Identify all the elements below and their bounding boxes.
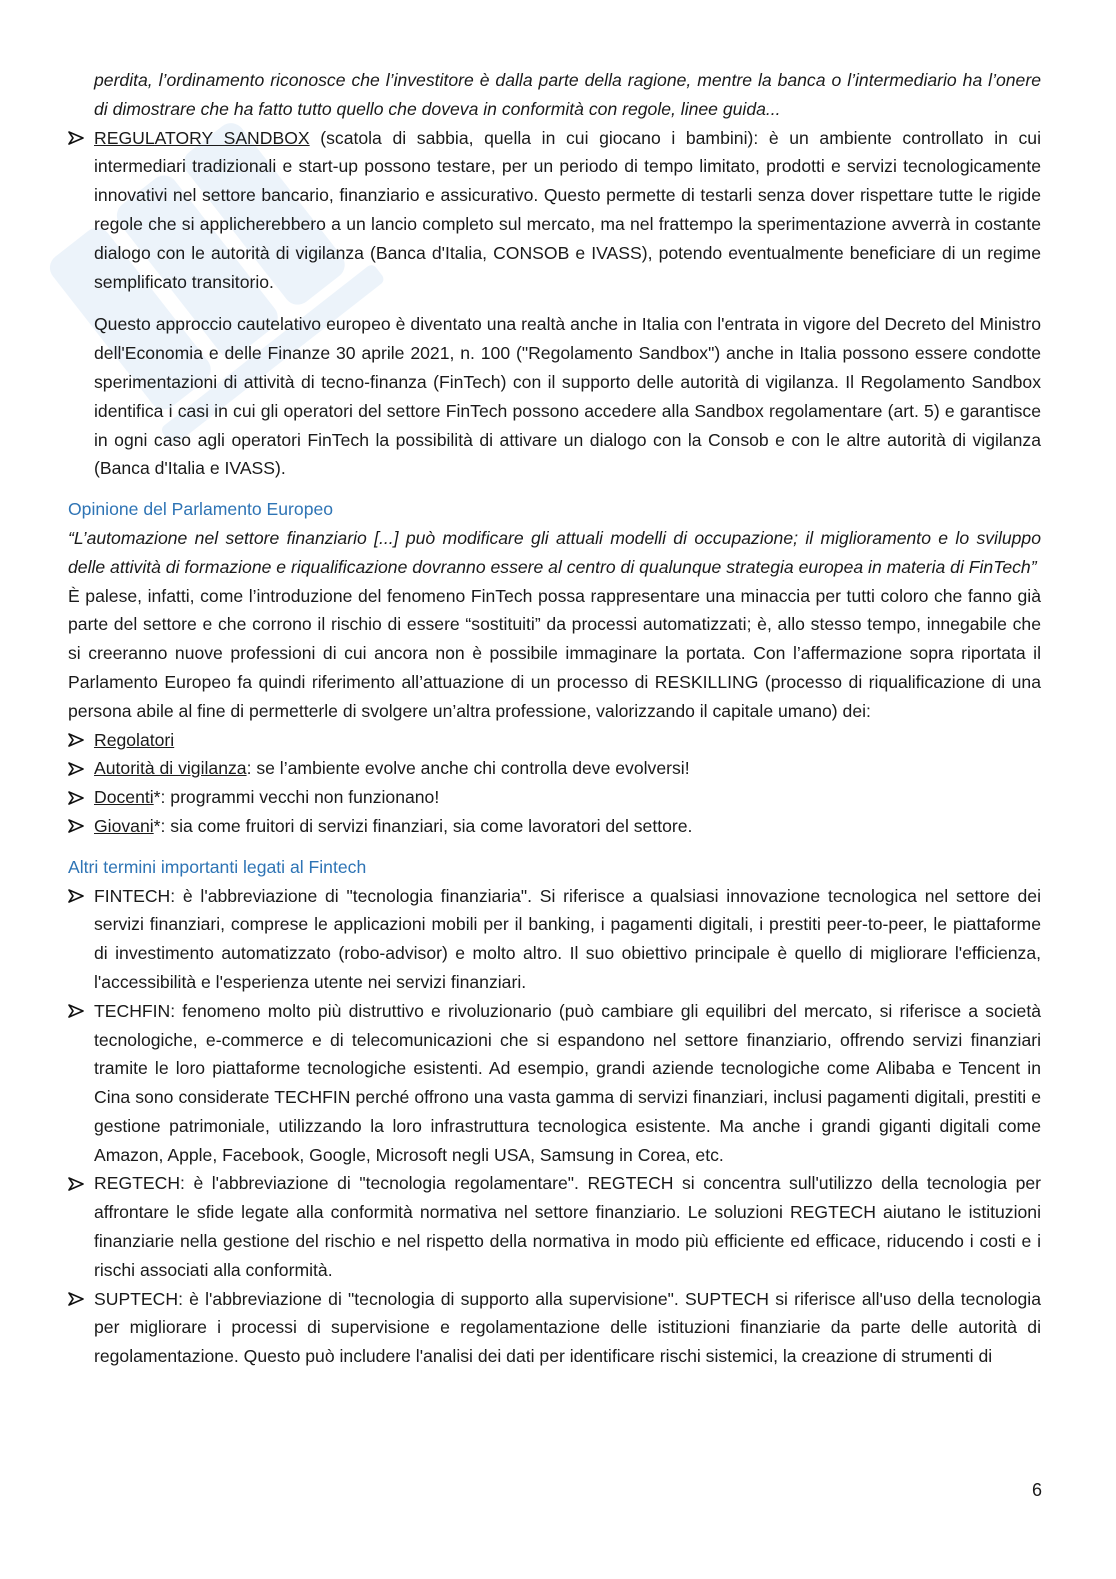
section-heading: Altri termini importanti legati al Fintech	[68, 856, 367, 877]
list-item: TECHFIN: fenomeno molto più distruttivo e rivoluzionario (può cambiare gli equilibri del mercato, si riferisce a società tecnologiche, e-commerce e di telecomunicazioni che si espandono nel settore finanziario, offrendo servizi finanziari tramite le loro piattaforme tecnologiche esistenti. Ad esempio, grandi aziende tecnologiche come Alibaba e Tencent in Cina sono considerate TECHFIN perché offrono una vasta gamma di servizi finanziari, inclusi pagamenti digitali, prestiti e gestione patrimoniale, utilizzando la loro infrastruttura tecnologica esistente. Ma anche i grandi giganti digitali come Amazon, Apple, Facebook, Google, Microsoft negli USA, Samsung in Corea, etc.	[68, 997, 1041, 1170]
page-content	[68, 66, 1041, 1371]
arrow-bullet-icon	[68, 812, 86, 841]
arrow-bullet-icon	[68, 124, 86, 153]
list-item: Docenti*: programmi vecchi non funzionano!	[68, 783, 1041, 812]
list-item: REGTECH: è l'abbreviazione di "tecnologia regolamentare". REGTECH si concentra sull'utilizzo della tecnologia per affrontare le sfide legate alla conformità normativa nel settore finanziario. Le soluzioni REGTECH aiutano le istituzioni finanziarie nella gestione del rischio e nel rispetto della normativa in modo più efficiente ed efficace, riducendo i costi e i rischi associati alla conformità.	[68, 1169, 1041, 1284]
arrow-bullet-icon	[68, 1285, 86, 1314]
arrow-bullet-icon	[68, 1169, 86, 1198]
page-number: 6	[1031, 1480, 1042, 1500]
parliament-quote: “L’automazione nel settore finanziario [...] può modificare gli attuali modelli di occupazione; il miglioramento e lo sviluppo delle attività di formazione e riqualificazione dovranno essere al centro di qualunque strategia europea in materia di FinTech”	[68, 527, 1041, 577]
list-term: REGTECH	[94, 1173, 181, 1194]
arrow-bullet-icon	[68, 754, 86, 783]
parliament-body: È palese, infatti, come l’introduzione del fenomeno FinTech possa rappresentare una minaccia per tutti coloro che fanno già parte del settore e che corrono il rischio di essere “sostituiti” da processi automatizzati; è, allo stesso tempo, innegabile che si creeranno nuove professioni di cui ancora non è possibile immaginare la portata. Con l’affermazione sopra riportata il Parlamento Europeo fa quindi riferimento all’attuazione di un processo di RESKILLING (processo di riqualificazione di una persona abile al fine di permetterle di svolgere un’altra professione, valorizzando il capitale umano) dei:	[68, 585, 1041, 721]
arrow-bullet-icon	[68, 783, 86, 812]
list-term: SUPTECH	[94, 1288, 179, 1309]
list-term: Giovani	[94, 815, 154, 836]
sandbox-term: REGULATORY SANDBOX	[94, 127, 310, 148]
list-item: Autorità di vigilanza: se l’ambiente evolve anche chi controlla deve evolversi!	[68, 754, 1041, 783]
list-term: Regolatori	[94, 729, 175, 750]
intro-paragraph: perdita, l’ordinamento riconosce che l’investitore è dalla parte della ragione, mentre la banca o l’intermediario ha l’onere di dimostrare che ha fatto tutto quello che doveva in conformità con regole, linee guida...	[94, 70, 1041, 119]
list-item: SUPTECH: è l'abbreviazione di "tecnologia di supporto alla supervisione". SUPTECH si riferisce all'uso della tecnologia per migliorare i processi di supervisione e regolamentazione delle istituzioni finanziarie da parte delle autorità di regolamentazione. Questo può includere l'analisi dei dati per identificare rischi sistemici, la creazione di strumenti di	[68, 1285, 1041, 1371]
list-term: Autorità di vigilanza	[94, 758, 247, 779]
list-item	[68, 726, 1041, 755]
list-term: Docenti	[94, 787, 154, 808]
list-item: FINTECH: è l'abbreviazione di "tecnologia finanziaria". Si riferisce a qualsiasi innovazione tecnologica nel settore dei servizi finanziari, comprese le applicazioni mobili per il banking, i pagamenti digitali, i prestiti peer-to-peer, le piattaforme di investimento automatizzato (robo-advisor) e molto altro. Il suo obiettivo principale è quello di migliorare l'efficienza, l'accessibilità e l'esperienza utente nei servizi finanziari.	[68, 882, 1041, 997]
arrow-bullet-icon	[68, 997, 86, 1026]
list-item: Giovani*: sia come fruitori di servizi finanziari, sia come lavoratori del settore.	[68, 812, 1041, 841]
list-item	[68, 124, 1041, 297]
list-term: FINTECH	[94, 885, 171, 906]
list-term: TECHFIN	[94, 1000, 171, 1021]
section-heading: Opinione del Parlamento Europeo	[68, 499, 334, 520]
arrow-bullet-icon	[68, 882, 86, 911]
arrow-bullet-icon	[68, 726, 86, 755]
sandbox-paragraph: Questo approccio cautelativo europeo è diventato una realtà anche in Italia con l'entrata in vigore del Decreto del Ministro dell'Economia e delle Finanze 30 aprile 2021, n. 100 ("Regolamento Sandbox") anche in Italia possono essere condotte sperimentazioni di attività di tecno-finanza (FinTech) con il supporto delle autorità di vigilanza. Il Regolamento Sandbox identifica i casi in cui gli operatori del settore FinTech possono accedere alla Sandbox regolamentare (art. 5) e garantisce in ogni caso agli operatori FinTech la possibilità di attivare un dialogo con la Consob e con le altre autorità di vigilanza (Banca d'Italia e IVASS).	[94, 314, 1041, 479]
sandbox-definition: REGULATORY SANDBOX (scatola di sabbia, quella in cui giocano i bambini): è un ambiente controllato in cui intermediari tradizionali e start-up possono testare, per un periodo di tempo limitato, prodotti e servizi tecnologicamente innovativi nel settore bancario, finanziario e assicurativo. Questo permette di testarli senza dover rispettare tutte le rigide regole che si applicherebbero a un lancio completo sul mercato, ma nel frattempo la sperimentazione avverrà in costante dialogo con le autorità di vigilanza (Banca d'Italia, CONSOB e IVASS), potendo eventualmente beneficiare di un regime semplificato transitorio.	[94, 127, 1042, 292]
